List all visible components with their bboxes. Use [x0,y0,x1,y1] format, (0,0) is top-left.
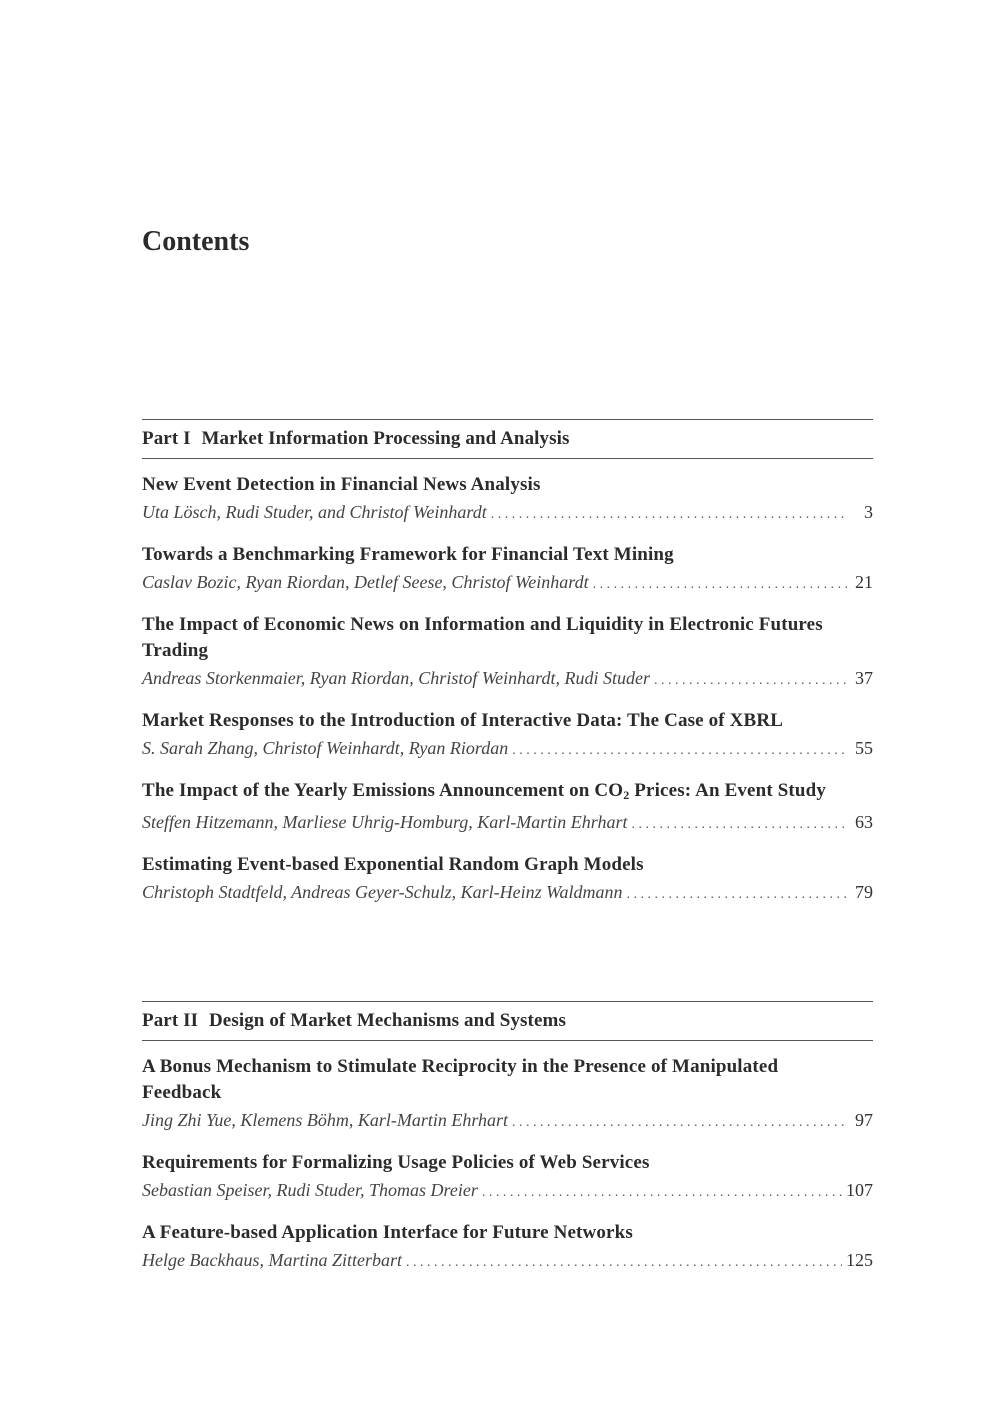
page-title: Contents [142,226,250,257]
page-number[interactable]: 21 [855,572,873,592]
part-1 [142,419,873,909]
toc-entry[interactable] [142,852,873,909]
page-number[interactable]: 79 [855,882,873,902]
entry-title-part: The Impact of the Yearly Emissions Announcement on CO [142,780,624,801]
dot-leader [512,737,847,765]
page-number[interactable]: 97 [855,1110,873,1130]
entry-authors: S. Sarah Zhang, Christof Weinhardt, Ryan Riordan [142,738,509,758]
toc-entry[interactable] [142,1054,873,1137]
entry-title-part: Prices: An Event Study [629,780,826,801]
toc-entry[interactable] [142,778,873,839]
entry-title[interactable]: Requirements for Formalizing Usage Policies of Web Services [142,1152,650,1173]
subscript: 2 [623,788,630,802]
dot-leader [406,1249,842,1277]
entry-title[interactable]: Estimating Event-based Exponential Random Graph Models [142,854,644,875]
part-name: Market Information Processing and Analysis [201,428,570,449]
part-2 [142,1001,873,1277]
part-heading [142,419,873,459]
entry-authors: Caslav Bozic, Ryan Riordan, Detlef Seese, Christof Weinhardt [142,572,589,592]
entry-authors: Andreas Storkenmaier, Ryan Riordan, Christof Weinhardt, Rudi Studer [142,668,650,688]
dot-leader [631,811,847,839]
dot-leader [654,667,847,695]
part-heading [142,1001,873,1041]
dot-leader [482,1179,842,1207]
toc-entry[interactable] [142,542,873,599]
dot-leader [512,1109,847,1137]
page-number[interactable]: 3 [864,502,873,522]
entry-title[interactable]: New Event Detection in Financial News Analysis [142,474,541,495]
entry-title[interactable]: The Impact of Economic News on Information and Liquidity in Electronic Futures Trading [142,614,823,661]
entry-authors: Christoph Stadtfeld, Andreas Geyer-Schulz, Karl-Heinz Waldmann [142,882,623,902]
entry-authors: Uta Lösch, Rudi Studer, and Christof Weinhardt [142,502,487,522]
toc-entry[interactable] [142,612,873,695]
dot-leader [593,571,847,599]
entry-authors: Helge Backhaus, Martina Zitterbart [142,1250,402,1270]
dot-leader [491,501,847,529]
toc-entry[interactable] [142,1150,873,1207]
page-number[interactable]: 55 [855,738,873,758]
part-number: Part I [142,428,191,449]
entry-title[interactable]: A Feature-based Application Interface for Future Networks [142,1222,633,1243]
entry-title[interactable]: A Bonus Mechanism to Stimulate Reciprocity in the Presence of Manipulated Feedback [142,1056,779,1103]
toc-entry[interactable] [142,472,873,529]
page-number[interactable]: 63 [855,812,873,832]
toc-entry[interactable] [142,708,873,765]
part-name: Design of Market Mechanisms and Systems [208,1010,566,1031]
entry-title[interactable]: Towards a Benchmarking Framework for Financial Text Mining [142,544,674,565]
entry-authors: Steffen Hitzemann, Marliese Uhrig-Homburg, Karl-Martin Ehrhart [142,812,628,832]
entry-authors: Sebastian Speiser, Rudi Studer, Thomas Dreier [142,1180,478,1200]
part-number: Part II [142,1010,199,1031]
toc-entry[interactable] [142,1220,873,1277]
entry-title[interactable]: Market Responses to the Introduction of Interactive Data: The Case of XBRL [142,710,784,731]
page-number[interactable]: 37 [855,668,873,688]
entry-title[interactable] [142,778,832,808]
dot-leader [626,881,847,909]
entry-authors: Jing Zhi Yue, Klemens Böhm, Karl-Martin Ehrhart [142,1110,509,1130]
page-number[interactable]: 107 [846,1180,873,1200]
page-number[interactable]: 125 [846,1250,873,1270]
